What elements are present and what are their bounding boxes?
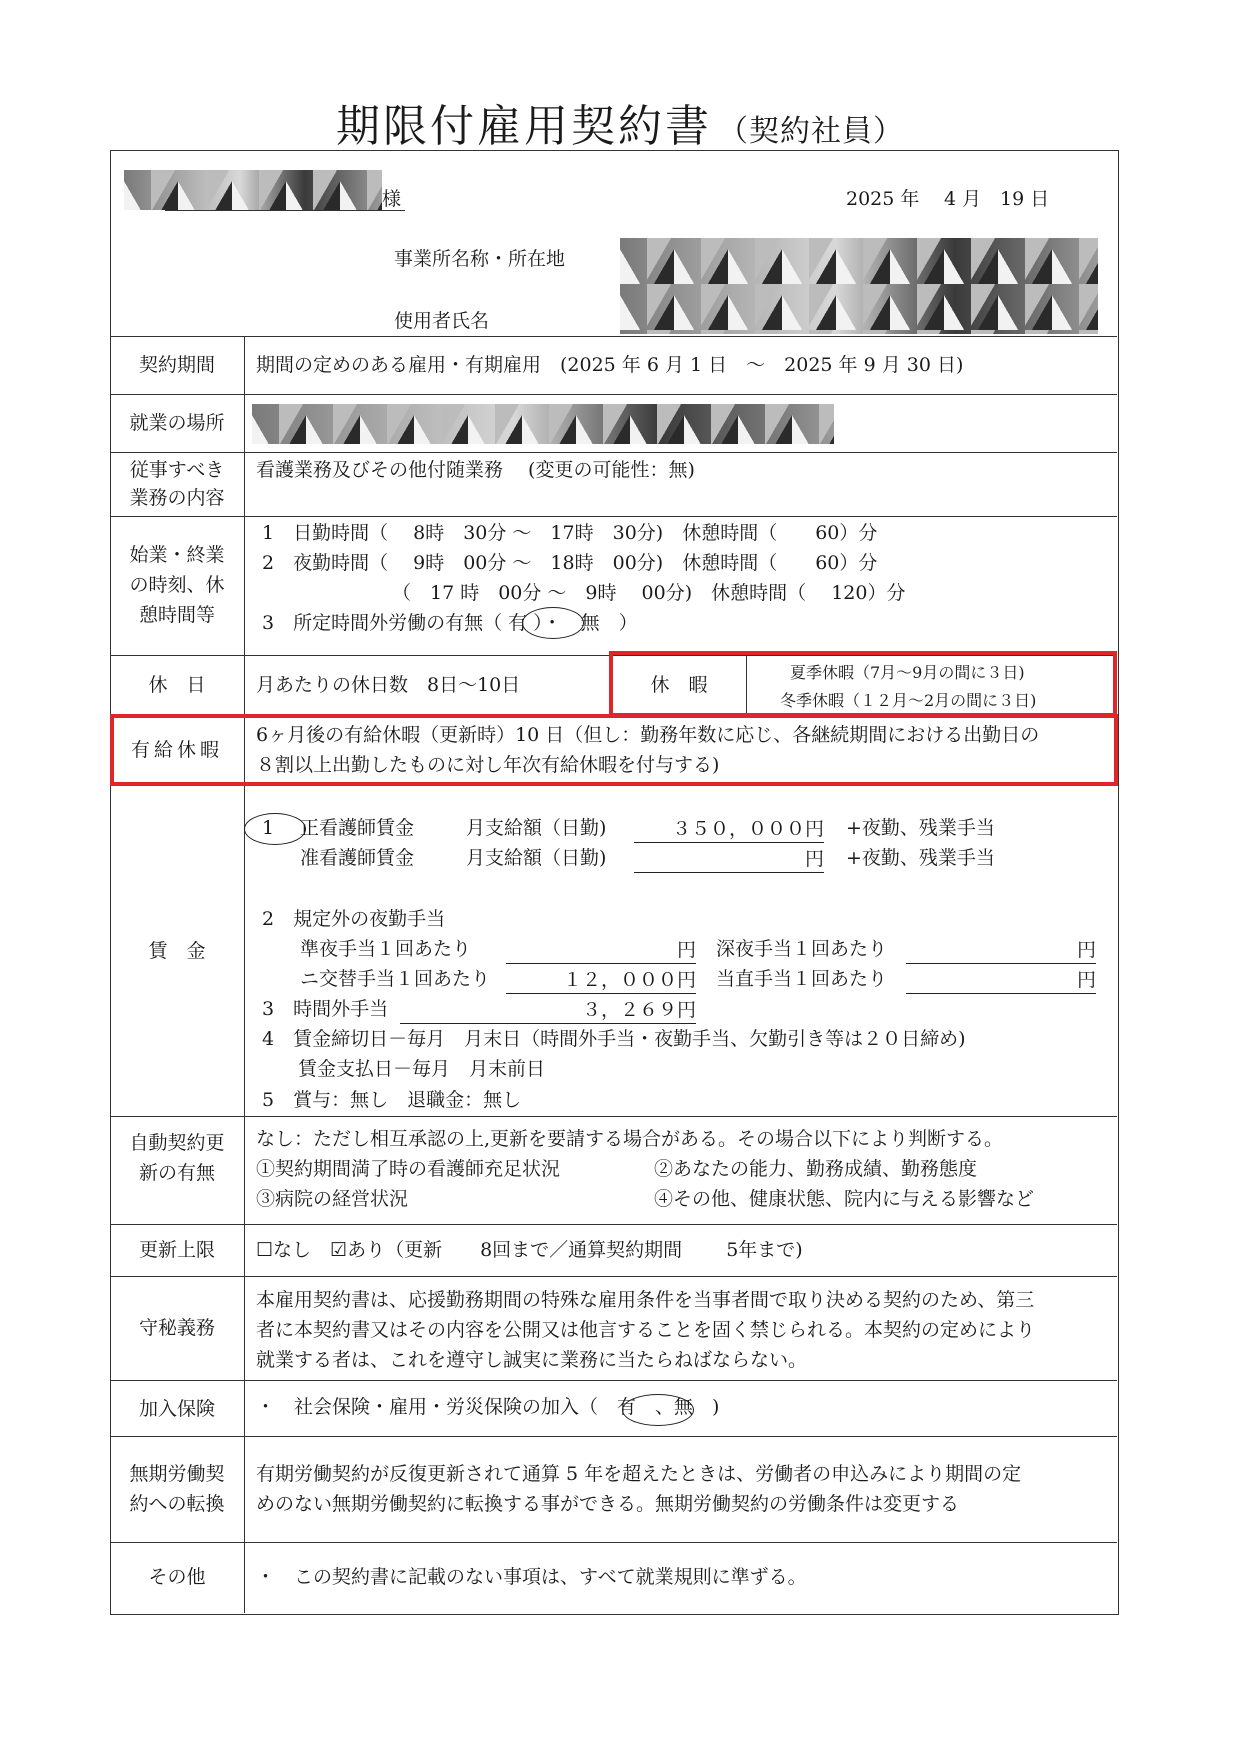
row-divider <box>110 1436 1117 1437</box>
bonus-retirement: 5 賞与：無し 退職金：無し <box>262 1089 522 1111</box>
honorific: 様 <box>382 188 402 210</box>
on-duty-field <box>906 964 1096 994</box>
rn-amount-field <box>634 813 824 843</box>
date-year: 2025 年 <box>846 188 920 210</box>
paid-leave-label: 有給休暇 <box>130 739 223 761</box>
row-divider <box>110 516 1117 517</box>
row-divider <box>110 394 1117 395</box>
night-shift-hours-alt: （ 17 時 00分 ～ 9時 00分) 休憩時間（ 120）分 <box>392 582 906 604</box>
redacted-workplace <box>252 404 834 444</box>
renewal-criterion: ①契約期間満了時の看護師充足状況 <box>256 1158 561 1180</box>
confidentiality-label: 守秘義務 <box>138 1317 215 1339</box>
row-divider <box>110 1116 1117 1117</box>
lpn-amount-field <box>634 843 824 873</box>
insurance-label: 加入保険 <box>138 1398 215 1420</box>
rn-monthly-label: 月支給額（日勤) <box>466 817 607 839</box>
deep-night-field <box>906 934 1096 964</box>
overtime-allowance-label: 3 時間外手当 <box>262 998 389 1020</box>
work-hours-label <box>112 540 242 630</box>
holidays-label: 休 日 <box>148 674 206 696</box>
redacted-employer-info <box>620 238 1098 334</box>
holidays-text: 月あたりの休日数 8日～10日 <box>256 674 521 696</box>
leave-label: 休 暇 <box>650 674 708 696</box>
contract-period-label: 契約期間 <box>138 354 215 376</box>
overtime-presence: 3 所定時間外労働の有無（ 有 ）・ 無 ） <box>262 612 638 634</box>
work-hours-label-line: 始業・終業 <box>129 544 225 566</box>
renewal-limit-text: ☐なし ☑あり（更新 8回まで／通算契約期間 5年まで) <box>256 1239 803 1261</box>
semi-night-field <box>506 934 696 964</box>
confidentiality-line: 就業する者は、これを遵守し誠実に業務に当たらねばならない。 <box>256 1349 808 1371</box>
conversion-line: めのない無期労働契約に転換する事ができる。無期労働契約の労働条件は変更する <box>256 1493 960 1515</box>
deep-night-label: 深夜手当１回あたり <box>716 938 888 960</box>
selected-circle-mark <box>622 1394 694 1426</box>
duties-label <box>112 456 242 512</box>
title-main: 期限付雇用契約書 <box>336 101 712 152</box>
double-shift-amount: １２，０００円 <box>506 967 696 994</box>
work-hours-label-line: の時刻、休 <box>129 574 225 596</box>
conversion-label <box>112 1459 242 1519</box>
irregular-night-allowance-heading: 2 規定外の夜勤手当 <box>262 908 446 930</box>
confidentiality-line: 者に本契約書又はその内容を公開又は他言することを固く禁じられる。本契約の定めにより <box>256 1319 1036 1341</box>
wages-label: 賃 金 <box>148 940 206 962</box>
lpn-monthly-label: 月支給額（日勤) <box>466 847 607 869</box>
lpn-allowance-note: +夜勤、残業手当 <box>846 847 995 869</box>
renewal-label-line: 新の有無 <box>138 1162 215 1184</box>
title-suffix: （契約社員） <box>718 114 904 149</box>
semi-night-amount: 円 <box>506 937 696 964</box>
row-divider <box>110 336 1117 337</box>
selected-circle-mark <box>522 607 584 639</box>
lpn-wage-label: 准看護師賃金 <box>300 847 415 869</box>
date-month: 4 月 <box>944 188 982 210</box>
row-divider <box>110 1380 1117 1381</box>
duties-text: 看護業務及びその他付随業務 (変更の可能性：無) <box>256 459 695 481</box>
renewal-criterion: ②あなたの能力、勤務成績、勤務態度 <box>654 1158 978 1180</box>
insurance-text: ・ 社会保険・雇用・労災保険の加入（ 有 、無 ) <box>256 1396 720 1418</box>
night-shift-hours: 2 夜勤時間（ 9時 00分 ～ 18時 00分) 休憩時間（ 60）分 <box>262 552 878 574</box>
double-shift-field <box>506 964 696 994</box>
paid-leave-line: 6ヶ月後の有給休暇（更新時）10 日（但し：勤務年数に応じ、各継続期間における出勤日の <box>256 724 1040 746</box>
rn-allowance-note: +夜勤、残業手当 <box>846 817 995 839</box>
overtime-amount: ３，２６９円 <box>400 997 696 1024</box>
lpn-amount: 円 <box>634 846 824 873</box>
row-divider <box>110 452 1117 453</box>
row-divider <box>110 1276 1117 1277</box>
highlight-box-paid-leave <box>110 714 1118 786</box>
on-duty-label: 当直手当１回あたり <box>716 968 888 990</box>
summer-leave: 夏季休暇（7月～9月の間に３日) <box>790 663 1025 682</box>
contract-period-text: 期間の定めのある雇用・有期雇用 (2025 年 6 月 1 日 ～ 2025 年 9 月 30 日) <box>256 354 964 376</box>
renewal-label-line: 自動契約更 <box>129 1132 225 1154</box>
duties-label-line: 業務の内容 <box>129 487 225 509</box>
renewal-label <box>112 1128 242 1188</box>
renewal-line: なし：ただし相互承認の上,更新を要請する場合がある。その場合以下により判断する。 <box>256 1128 1004 1150</box>
wage-payday: 賃金支払日－毎月 月末前日 <box>298 1058 546 1080</box>
conversion-label-line: 無期労働契 <box>129 1463 225 1485</box>
confidentiality-line: 本雇用契約書は、応援勤務期間の特殊な雇用条件を当事者間で取り決める契約のため、第三 <box>256 1289 1035 1311</box>
work-hours-label-line: 憩時間等 <box>138 604 215 626</box>
semi-night-label: 準夜手当１回あたり <box>300 938 472 960</box>
overtime-field <box>400 994 696 1024</box>
winter-leave: 冬季休暇（１２月～2月の間に３日) <box>780 691 1037 710</box>
conversion-label-line: 約への転換 <box>129 1493 225 1515</box>
document-title <box>0 90 1240 154</box>
double-shift-label: ニ交替手当１回あたり <box>300 968 491 990</box>
duties-label-line: 従事すべき <box>129 459 225 481</box>
workplace-label: 就業の場所 <box>129 412 225 434</box>
renewal-limit-label: 更新上限 <box>138 1239 215 1261</box>
row-divider <box>110 1542 1117 1543</box>
highlight-box-leave <box>609 651 1117 717</box>
renewal-criterion: ③病院の経営状況 <box>256 1188 409 1210</box>
day-shift-hours: 1 日勤時間（ 8時 30分 ～ 17時 30分) 休憩時間（ 60）分 <box>262 522 878 544</box>
paid-leave-line: ８割以上出勤したものに対し年次有給休暇を付与する) <box>256 754 720 776</box>
wage-item-number: 1 <box>262 817 275 839</box>
other-label: その他 <box>148 1566 206 1588</box>
redacted-employee-name <box>124 170 382 210</box>
label-column-divider <box>244 336 245 1613</box>
on-duty-amount: 円 <box>906 967 1096 994</box>
employer-label: 使用者氏名 <box>394 310 490 332</box>
conversion-line: 有期労働契約が反復更新されて通算 5 年を超えたときは、労働者の申込みにより期間の定 <box>256 1463 1022 1485</box>
row-divider <box>110 1224 1117 1225</box>
rn-amount: ３５０，０００円 <box>634 816 824 843</box>
office-label: 事業所名称・所在地 <box>394 248 566 270</box>
deep-night-amount: 円 <box>906 937 1096 964</box>
name-underline <box>165 210 405 211</box>
selected-circle-mark <box>244 813 306 845</box>
other-text: ・ この契約書に記載のない事項は、すべて就業規則に準ずる。 <box>256 1566 807 1588</box>
renewal-criterion: ④その他、健康状態、院内に与える影響など <box>654 1188 1035 1210</box>
rn-wage-label: 正看護師賃金 <box>300 817 415 839</box>
wage-cutoff: 4 賃金締切日－毎月 月末日（時間外手当・夜勤手当、欠勤引き等は２０日締め) <box>262 1028 966 1050</box>
date-day: 19 日 <box>1000 188 1050 210</box>
